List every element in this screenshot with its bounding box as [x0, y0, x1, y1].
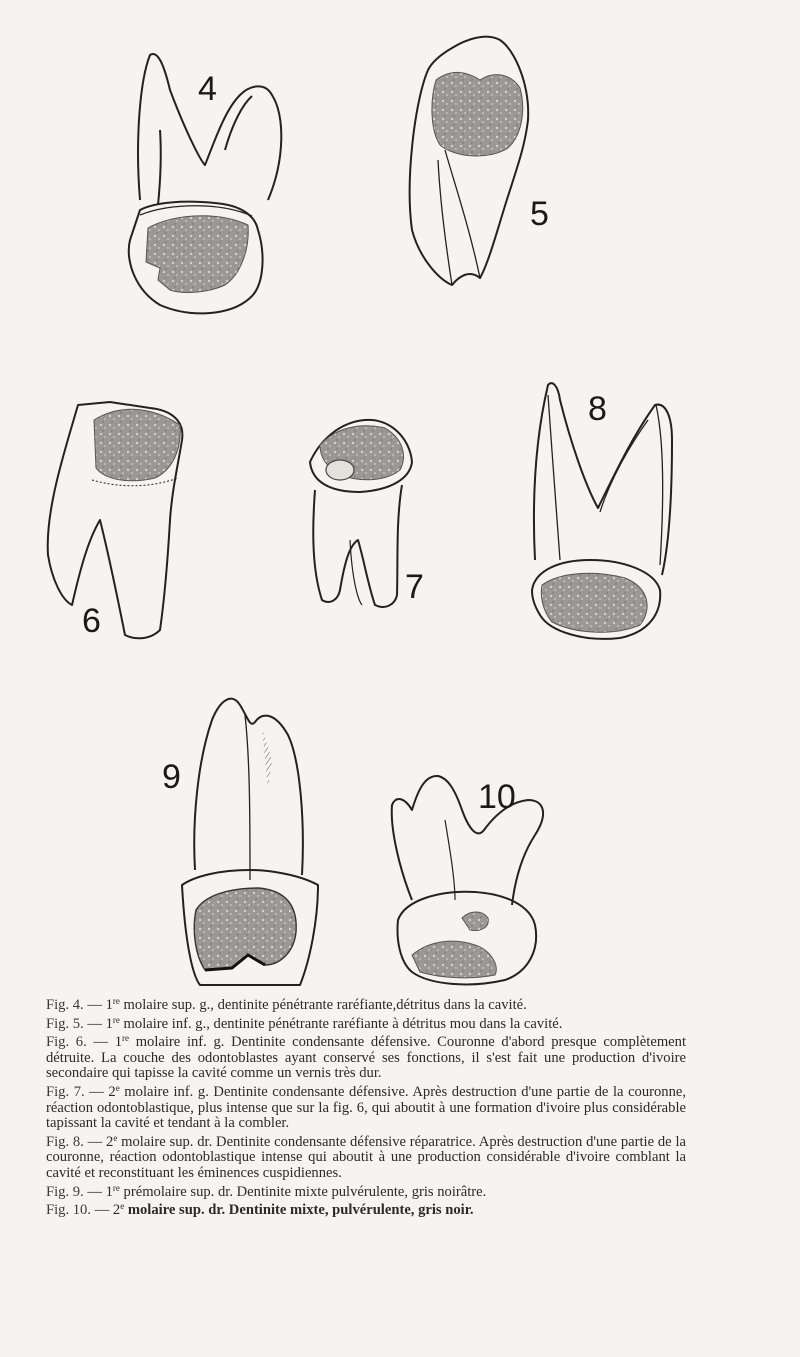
- figure-number-9: 9: [162, 758, 181, 796]
- caption-fig-10: Fig. 10. — 2e molaire sup. dr. Dentinite mixte, pulvérulente, gris noir.: [46, 1201, 474, 1219]
- tooth-figure-7: [310, 420, 412, 607]
- caption-fig-7: Fig. 7. — 2e molaire inf. g. Dentinite condensante défensive. Après destruction d'une partie de la couronne, réaction odontoblastique, plus intense que sur la fig. 6, qui aboutit à une formation d'ivoire plus considérable tapissant la cavité et tendant à la combler.: [46, 1082, 687, 1132]
- tooth-figure-10: [392, 776, 543, 984]
- figure-number-5: 5: [530, 195, 549, 233]
- figure-number-6: 6: [82, 602, 101, 640]
- caption-fig-5: Fig. 5. — 1re molaire inf. g., dentinite pénétrante raréfiante à détritus mou dans la cavité.: [46, 1014, 563, 1032]
- caption-fig-4: Fig. 4. — 1re molaire sup. g., dentinite pénétrante raréfiante,détritus dans la cavité.: [46, 996, 527, 1013]
- tooth-figure-9: [182, 699, 318, 985]
- figure-captions: [46, 998, 686, 1222]
- tooth-figure-6: [48, 402, 183, 638]
- caption-fig-8: Fig. 8. — 2e molaire sup. dr. Dentinite condensante défensive réparatrice. Après destruction d'une partie de la couronne, réaction odontoblastique intense qui aboutit à une production considérable d'ivoire comblant la cavité et reconstituant les éminences cuspidiennes.: [46, 1132, 686, 1181]
- tooth-figure-5: [410, 37, 528, 285]
- figure-number-7: 7: [405, 568, 424, 606]
- figure-number-4: 4: [198, 70, 217, 108]
- figure-number-10: 10: [478, 778, 516, 816]
- caption-fig-6: Fig. 6. — 1re molaire inf. g. Dentinite condensante défensive. Couronne d'abord presque complètement détruite. La couche des odontoblastes ayant conservé ses fonctions, il s'est fait une production d'ivoire secondaire qui tapisse la cavité comme un vernis très dur.: [46, 1033, 686, 1082]
- figure-number-8: 8: [588, 390, 607, 428]
- caption-fig-9: Fig. 9. — 1re prémolaire sup. dr. Dentinite mixte pulvérulente, gris noirâtre.: [46, 1182, 487, 1200]
